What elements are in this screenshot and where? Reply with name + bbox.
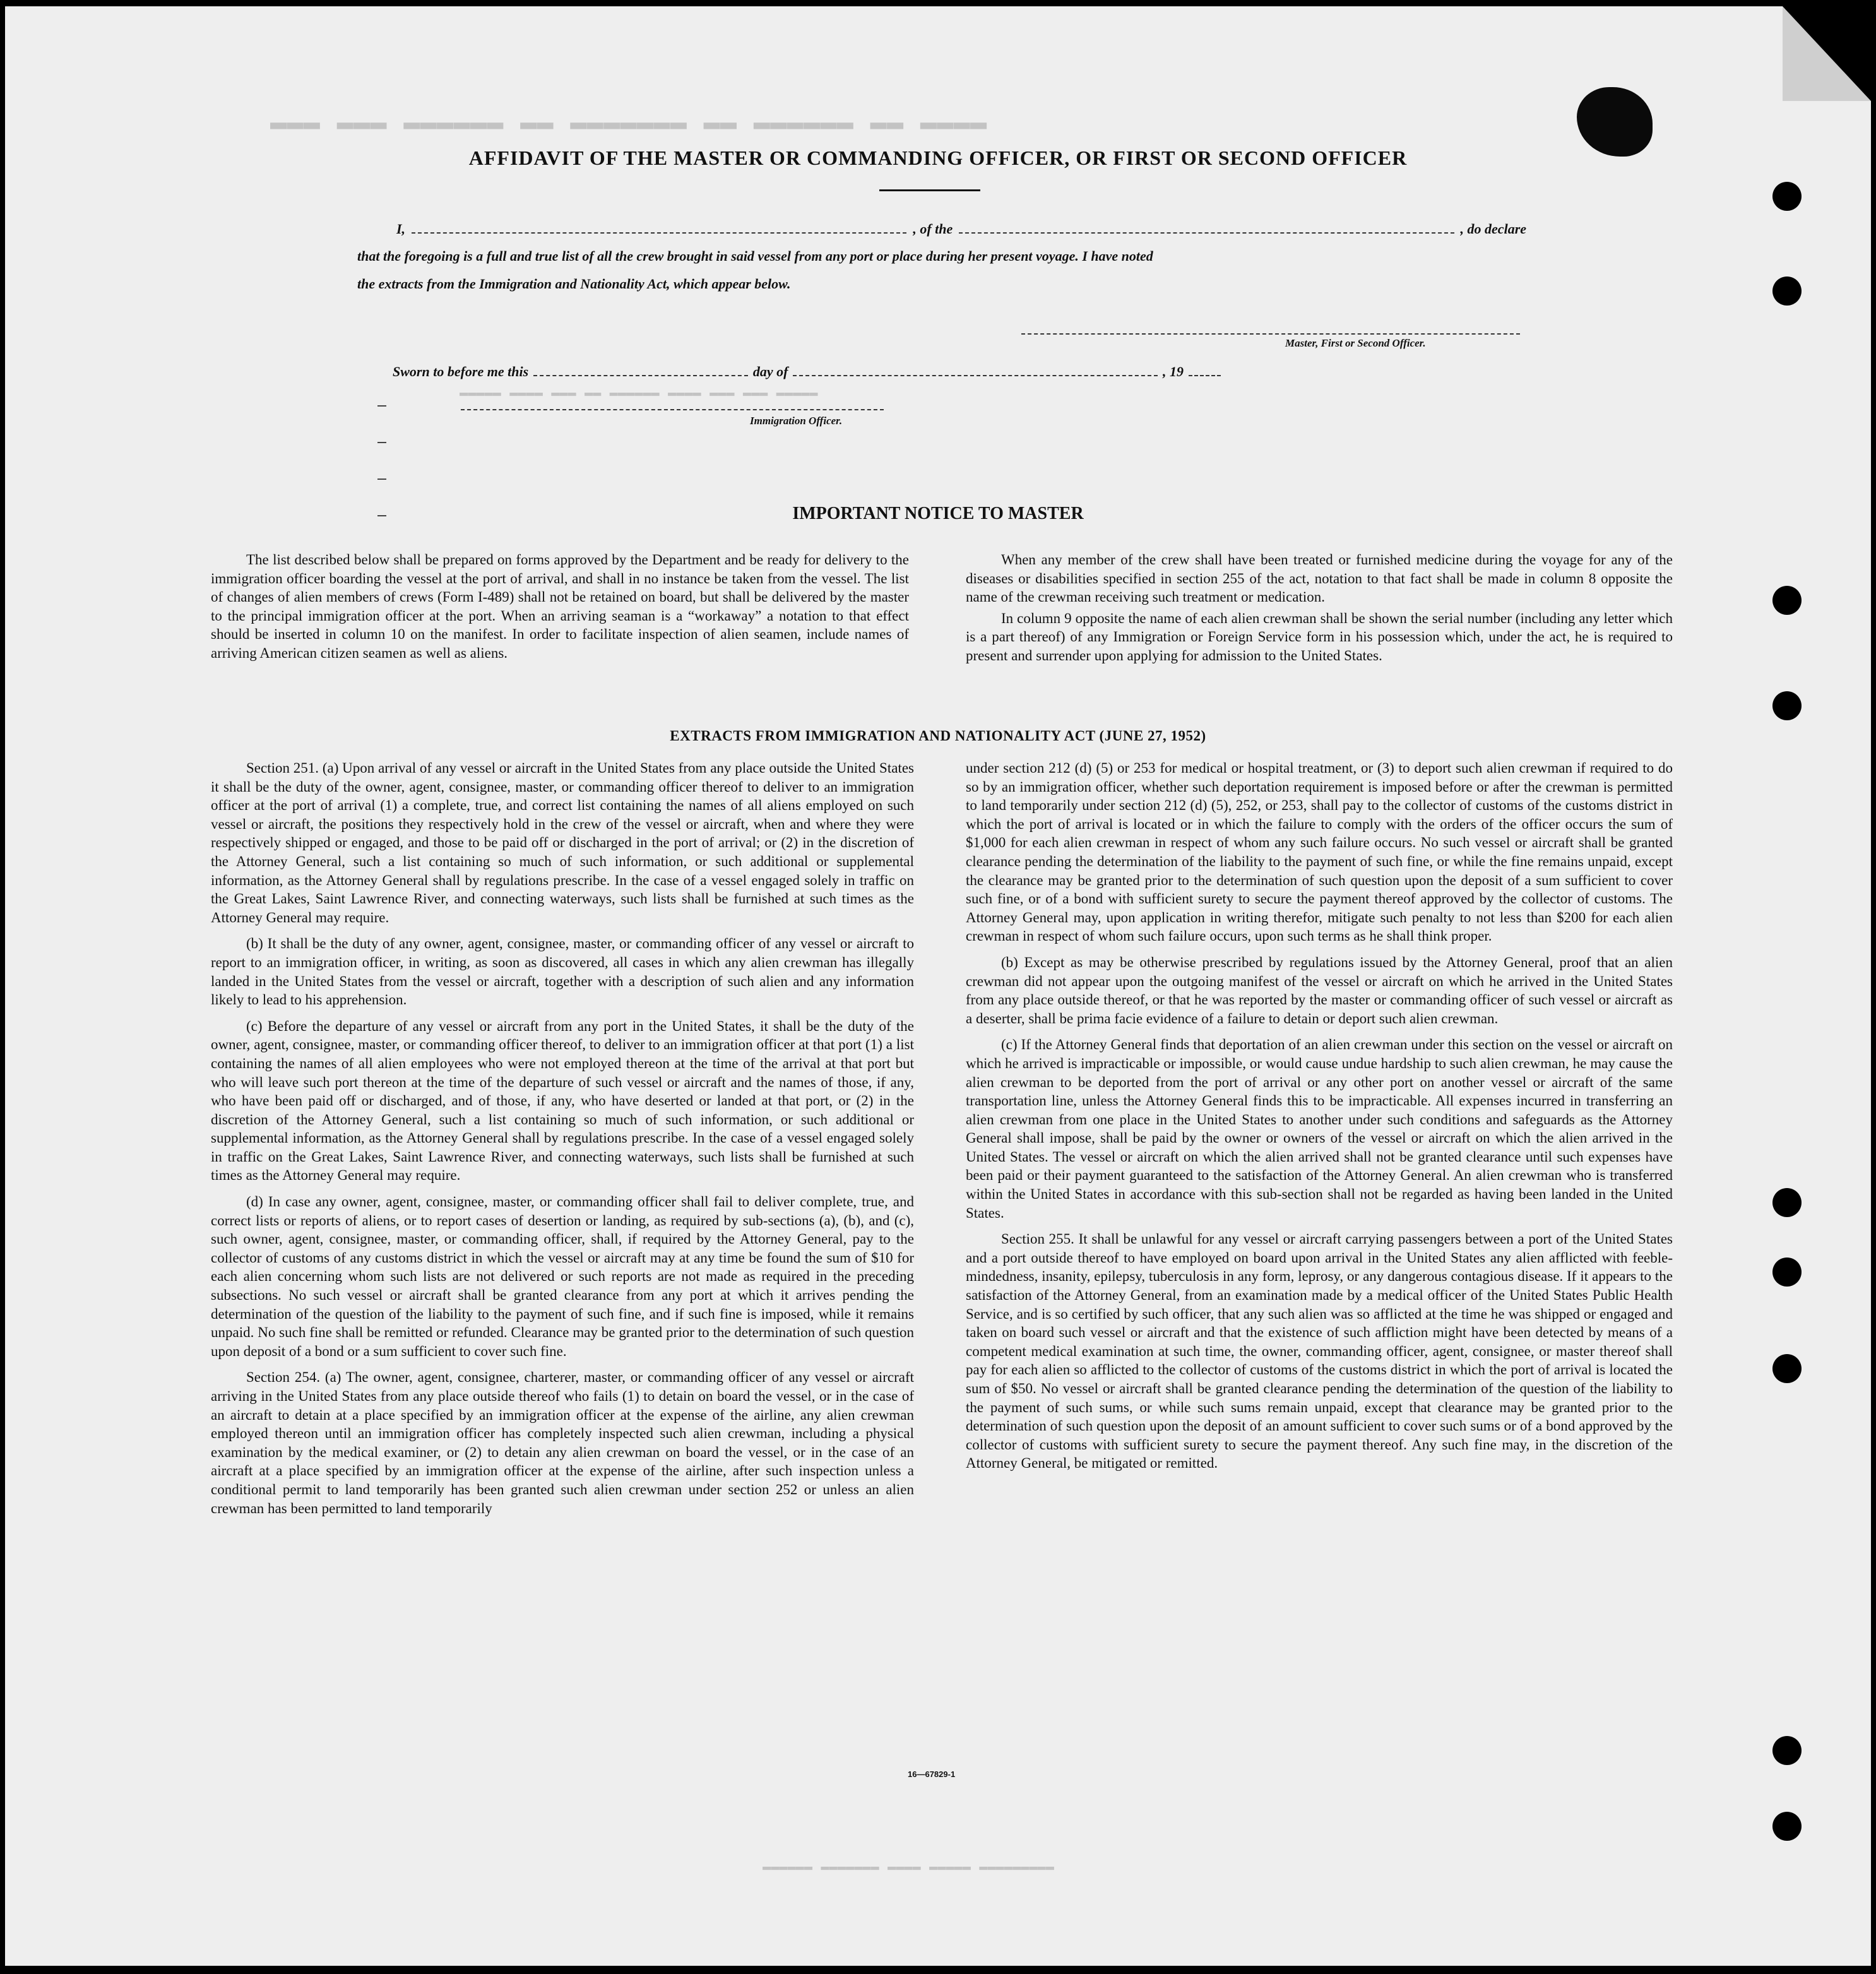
i-label: I, bbox=[396, 221, 406, 237]
margin-mark bbox=[377, 405, 386, 407]
do-declare-label: , do declare bbox=[1460, 221, 1527, 237]
section-254-b: (b) Except as may be otherwise prescribed by regulations issued by the Attorney General, proof that an alien crewman did not appear upon the outgoing manifest of the vessel or aircraft on which he arrived in the United States from any place outside thereof, or that he was reported by the master or commanding officer of such vessel or aircraft as a deserter, shall be prima facie evidence of a failure to detain or deport such alien crewman. bbox=[966, 954, 1673, 1026]
sworn-line bbox=[393, 364, 1226, 380]
vessel-name-field[interactable] bbox=[959, 232, 1454, 234]
extracts-right-column bbox=[966, 759, 1673, 1480]
master-signature-label: Master, First or Second Officer. bbox=[1285, 337, 1426, 349]
section-254-a-continued: under section 212 (d) (5) or 253 for medical or hospital treatment, or (3) to deport such alien crewman if required to do so by an immigration officer, whether such deportation requirement is imposed before or after the crewman is permitted to land temporarily under section 212 (d) (5), 252, or 253, shall pay to the collector of customs of the customs district in which the port of arrival is located or in which the failure to comply with the orders of the officer occurs the sum of $1,000 for each alien crewman in respect of whom any such failure occurs. No such vessel or aircraft shall be granted clearance pending the determination of the liability to the payment of such fine, or while the fine remains unpaid, except the clearance may be granted prior to the determination of such question upon the deposit of a sum sufficient to cover such fine, or of a bond with sufficient surety to secure the payment thereof approved by the collector of customs. The Attorney General may, upon application in writing therefor, mitigate such penalty to not less than $200 for each alien crewman in respect of whom such failure occurs, upon such terms as he shall think proper. bbox=[966, 760, 1673, 944]
notice-right-column bbox=[966, 550, 1673, 673]
declarant-line bbox=[396, 221, 1526, 237]
sworn-year-field[interactable] bbox=[1189, 375, 1221, 376]
sworn-month-field[interactable] bbox=[793, 375, 1158, 376]
title-rule bbox=[879, 189, 980, 191]
punch-hole bbox=[1772, 182, 1802, 211]
form-code: 16—67829-1 bbox=[908, 1769, 956, 1779]
section-251-a: Section 251. (a) Upon arrival of any vessel or aircraft in the United States from any place outside the United States it shall be the duty of the owner, agent, consignee, master, or commanding officer thereof to deliver to an immigration officer at the port of arrival (1) a complete, true, and correct list containing the names of all aliens employed on such vessel or aircraft, the positions they respectively hold in the crew of the vessel or aircraft, when and where they were respectively shipped or engaged, and those to be paid off or discharged in the port of arrival; or (2) in the discretion of the Attorney General, such a list containing so much of such information, or such additional or supplemental information, as the Attorney General shall by regulations prescribe. In the case of a vessel engaged solely in traffic on the Great Lakes, Saint Lawrence River, and connecting waterways, such lists shall be furnished at such times as the Attorney General may require. bbox=[211, 760, 914, 925]
punch-hole bbox=[1772, 1354, 1802, 1383]
master-signature-field[interactable] bbox=[1021, 333, 1520, 335]
notice-right-paragraph-1: When any member of the crew shall have been treated or furnished medicine during the voyage for any of the diseases or disabilities specified in section 255 of the act, notation to that fact shall be made in column 8 opposite the name of the crewman receiving such treatment or medication. bbox=[966, 552, 1673, 605]
section-251-b: (b) It shall be the duty of any owner, agent, consignee, master, or commanding officer of any vessel or aircraft to report to an immigration officer, in writing, as soon as discovered, all cases in which any alien crewman has illegally landed in the United States from the vessel or aircraft, together with a description of such alien and any information likely to lead to his apprehension. bbox=[211, 936, 914, 1008]
punch-hole bbox=[1772, 691, 1802, 720]
punch-hole bbox=[1772, 1188, 1802, 1217]
declaration-line-2: the extracts from the Immigration and Nationality Act, which appear below. bbox=[357, 276, 791, 292]
section-251-d: (d) In case any owner, agent, consignee, master, or commanding officer shall fail to deliver complete, true, and correct lists or reports of aliens, or to report cases of desertion or landing, as required by sub-sections (a), (b), and (c), such owner, agent, consignee, master, or commanding officer, shall, if required by the Attorney General, pay to the collector of customs of any customs district in which the vessel or aircraft may at any time be found the sum of $10 for each alien concerning whom such lists are not delivered or such reports are not made as required in the preceding subsections. No such vessel or aircraft shall be granted clearance from any port at which it arrives pending the determination of the question of the liability to the payment of such fine, and if such fine is imposed, while it remains unpaid. No such fine shall be remitted or refunded. Clearance may be granted prior to the determination of such question upon deposit of a bond or a sum sufficient to cover such fine. bbox=[211, 1194, 914, 1359]
sworn-label: Sworn to before me this bbox=[393, 364, 529, 379]
section-255: Section 255. It shall be unlawful for any vessel or aircraft carrying passengers between a port of the United States and a port outside thereof to have employed on board upon arrival in the United States any alien afflicted with feeble-mindedness, insanity, epilepsy, tuberculosis in any form, leprosy, or any dangerous contagious disease. If it appears to the satisfaction of the Attorney General, from an examination made by a medical officer of the United States Public Health Service, and is so certified by such officer, that any such alien was so afflicted at the time he was shipped or engaged and taken on board such vessel or aircraft and that the existence of such affliction might have been detected by means of a competent medical examination at such time, the owner, commanding officer, agent, consignee, or master thereof shall pay for each alien so afflicted to the collector of customs of the customs district in which the port of arrival is located the sum of $50. No vessel or aircraft shall be granted clearance pending the determination of the question of the liability to the payment of such sums, or while such sums remain unpaid, except that clearance may be granted prior to the determination of such question upon the deposit of an amount sufficient to cover such sums or of a bond approved by the collector of customs with sufficient surety to secure the payment thereof. Any such fine may, in the discretion of the Attorney General, be mitigated or remitted. bbox=[966, 1231, 1673, 1472]
punch-hole bbox=[1772, 1258, 1802, 1287]
notice-right-paragraph-2: In column 9 opposite the name of each alien crewman shall be shown the serial number (including any letter which is a part thereof) of any Immigration or Foreign Service form in his possession which, under the act, he is required to present and surrender upon applying for admission to the United States. bbox=[966, 610, 1673, 663]
immigration-officer-signature-field[interactable] bbox=[461, 409, 884, 410]
punch-hole bbox=[1772, 276, 1802, 306]
notice-title: IMPORTANT NOTICE TO MASTER bbox=[792, 504, 1084, 523]
margin-mark bbox=[377, 442, 386, 443]
document-page bbox=[5, 6, 1871, 1966]
notice-left-paragraph: The list described below shall be prepared on forms approved by the Department and be ready for delivery to the immigration officer boarding the vessel at the port of arrival, and shall in no instance be taken from the vessel. The list of changes of alien members of crews (Form I-489) shall not be retained on board, but shall be delivered by the master to the principal immigration officer at the port. When an arriving seaman is a “workaway” a notation to that effect should be inserted in column 10 on the manifest. In order to facilitate inspection of alien seamen, include names of arriving American citizen seamen as well as aliens. bbox=[211, 552, 909, 661]
margin-mark bbox=[377, 479, 386, 480]
bleed-through-text: ▬▬▬▬▬ ▬▬▬▬ ▬▬▬ ▬▬ ▬▬▬▬▬▬ ▬▬▬▬ ▬▬▬ ▬▬▬ ▬▬▬▬▬ bbox=[460, 385, 818, 401]
year-label: , 19 bbox=[1163, 364, 1184, 379]
declaration-line-1: that the foregoing is a full and true list of all the crew brought in said vessel from any port or place during her present voyage. I have noted bbox=[357, 248, 1153, 264]
sworn-day-field[interactable] bbox=[533, 375, 748, 376]
section-251-c: (c) Before the departure of any vessel or aircraft from any port in the United States, it shall be the duty of the owner, agent, consignee, master, or commanding officer thereof, to deliver to an immigration officer at that port (1) a list containing the names of all alien employees who were not employed thereon at the time of the arrival at that port but who will leave such port thereon at the time of the departure of such vessel or aircraft and the names of those, if any, who have been paid off or discharged, and of those, if any, who have deserted or landed at that port, or (2) in the discretion of the Attorney General, such a list containing so much of such information, or such additional or supplemental information, as the Attorney General shall by regulations prescribe. In the case of a vessel engaged solely in traffic on the Great Lakes, Saint Lawrence River, and connecting waterways, such lists shall be furnished at such times as the Attorney General may require. bbox=[211, 1018, 914, 1184]
section-254-a: Section 254. (a) The owner, agent, consignee, charterer, master, or commanding officer of any vessel or aircraft arriving in the United States from any place outside thereof who fails (1) to detain on board the vessel, or in the case of an aircraft to detain at a place specified by an immigration officer at the expense of the airline, any alien crewman employed thereon until an immigration officer has completely inspected such alien crewman, including a physical examination by the medical examiner, or (2) to detain any alien crewman on board the vessel, or in the case of an aircraft at a place specified by an immigration officer at the expense of the airline, after such inspection unless a conditional permit to land temporarily has been granted such alien crewman under section 252 or unless an alien crewman has been permitted to land temporarily bbox=[211, 1369, 914, 1516]
bleed-through-text: ▬▬▬ ▬▬▬ ▬▬▬▬▬▬ ▬▬ ▬▬▬▬▬▬▬ ▬▬ ▬▬▬▬▬▬ ▬▬ ▬▬▬▬ bbox=[270, 107, 987, 139]
extracts-title: EXTRACTS FROM IMMIGRATION AND NATIONALITY ACT (JUNE 27, 1952) bbox=[670, 728, 1206, 744]
of-the-label: , of the bbox=[913, 221, 953, 237]
folded-corner bbox=[1783, 6, 1871, 101]
extracts-left-column bbox=[211, 759, 914, 1525]
section-254-c: (c) If the Attorney General finds that deportation of an alien crewman under this section on the vessel or aircraft on which he arrived is impracticable or impossible, or would cause undue hardship to such alien crewman, he may cause the alien crewman to be deported from the port of arrival or any other port on another vessel or aircraft of the same transportation line, unless the Attorney General finds this to be impracticable. All expenses incurred in transferring an alien crewman from one place in the United States to another under such conditions and safeguards as the Attorney General shall impose, shall be paid by the owner or owners of the vessel or aircraft on which the alien arrived in the United States. The vessel or aircraft on which the alien arrived shall not be granted clearance until such expenses have been paid or their payment guaranteed to the satisfaction of the Attorney General. An alien crewman who is transferred within the United States in accordance with this sub-section shall not be regarded as having been landed in the United States. bbox=[966, 1037, 1673, 1221]
bleed-through-text: ▬▬▬▬▬▬ ▬▬▬▬▬▬▬ ▬▬▬▬ ▬▬▬▬▬ ▬▬▬▬▬▬▬▬▬ bbox=[763, 1859, 1055, 1875]
affidavit-title: AFFIDAVIT OF THE MASTER OR COMMANDING OFFICER, OR FIRST OR SECOND OFFICER bbox=[468, 146, 1408, 169]
punch-hole bbox=[1772, 1736, 1802, 1765]
punch-hole bbox=[1772, 1812, 1802, 1841]
declarant-name-field[interactable] bbox=[412, 232, 906, 234]
immigration-officer-label: Immigration Officer. bbox=[750, 415, 843, 427]
punch-hole bbox=[1772, 586, 1802, 615]
day-of-label: day of bbox=[752, 364, 788, 379]
notice-left-column bbox=[211, 550, 909, 670]
